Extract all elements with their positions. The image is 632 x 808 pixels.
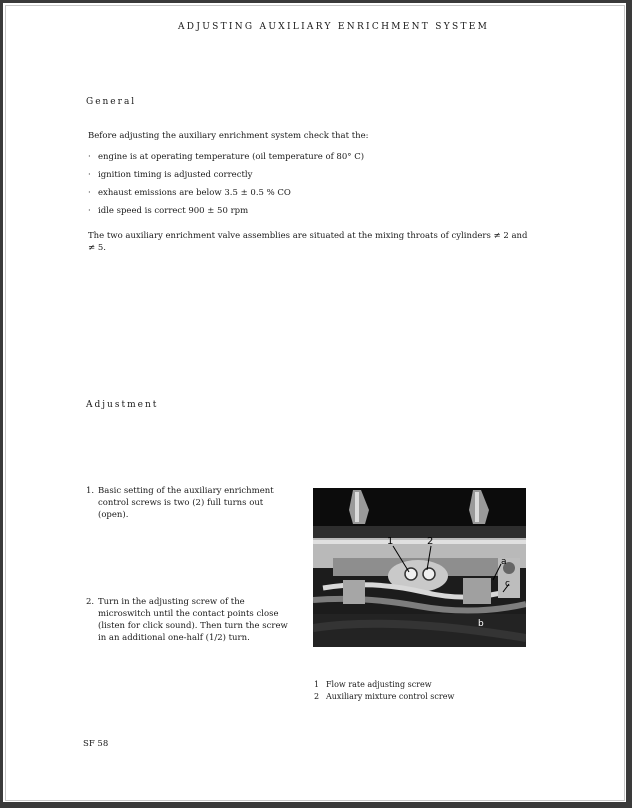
checklist-item: · exhaust emissions are below 3.5 ± 0.5 % CO [88, 188, 291, 198]
step-text-line: control screws is two (2) full turns out [98, 498, 264, 508]
checklist-item: · idle speed is correct 900 ± 50 rpm [88, 206, 249, 216]
bullet-dot-icon: · [88, 188, 91, 198]
step-text-line: (open). [98, 510, 129, 520]
section-heading-adjustment: Adjustment [86, 400, 159, 410]
figure-legend-item: 1 Flow rate adjusting screw [314, 680, 432, 689]
callout-a: a [501, 557, 507, 567]
callout-c: c [505, 579, 510, 589]
bullet-dot-icon: · [88, 206, 91, 216]
page-reference: SF 58 [83, 739, 109, 749]
bullet-dot-icon: · [88, 152, 91, 162]
engine-photo [313, 488, 526, 647]
checklist-item: · engine is at operating temperature (oil temperature of 80° C) [88, 152, 365, 162]
bullet-dot-icon: · [88, 170, 91, 180]
step-number: 2. [86, 597, 95, 607]
page-title: ADJUSTING AUXILIARY ENRICHMENT SYSTEM [178, 22, 490, 32]
valve-location-text: The two auxiliary enrichment valve assemblies are situated at the mixing throats of cylinders ≠ 2 and [88, 231, 528, 241]
step-text-line: (listen for click sound). Then turn the screw [98, 621, 288, 631]
callout-1: 1 [387, 536, 394, 547]
step-text-line: Basic setting of the auxiliary enrichment [98, 486, 274, 496]
callout-b: b [478, 619, 484, 629]
callout-2: 2 [427, 536, 434, 547]
intro-text: Before adjusting the auxiliary enrichment system check that the: [88, 131, 369, 141]
step-text-line: microswitch until the contact points close [98, 609, 279, 619]
checklist-item: · ignition timing is adjusted correctly [88, 170, 253, 180]
section-heading-general: General [86, 97, 137, 107]
step-text-line: in an additional one-half (1/2) turn. [98, 633, 250, 643]
figure-legend-item: 2 Auxiliary mixture control screw [314, 692, 455, 701]
step-text-line: Turn in the adjusting screw of the [98, 597, 245, 607]
valve-location-text-cont: ≠ 5. [88, 243, 106, 253]
step-number: 1. [86, 486, 95, 496]
